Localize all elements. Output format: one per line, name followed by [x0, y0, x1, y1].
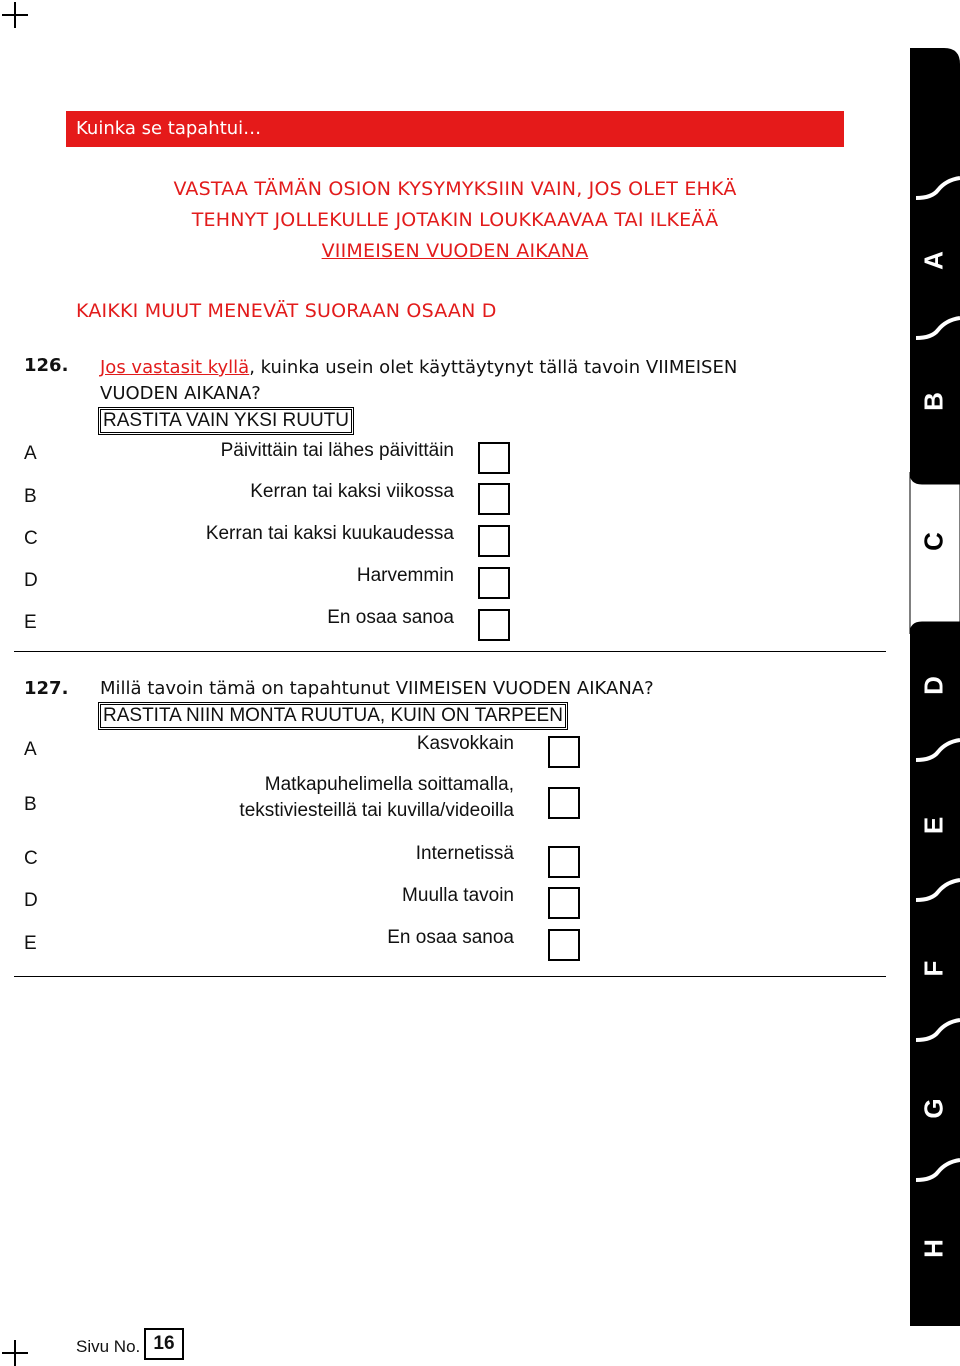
q126-letter-d: D	[24, 570, 38, 591]
crop-mark-top-left	[2, 2, 28, 28]
q127-option-e-label: En osaa sanoa	[387, 927, 514, 948]
q126-option-b-label: Kerran tai kaksi viikossa	[250, 481, 454, 502]
q126-letter-b: B	[24, 486, 37, 507]
tab-h[interactable]: H	[918, 1239, 949, 1258]
q126-option-d-checkbox[interactable]	[478, 567, 510, 599]
q127-option-d-label: Muulla tavoin	[402, 885, 514, 906]
q126-letter-a: A	[24, 443, 37, 464]
q126-option-b-checkbox[interactable]	[478, 483, 510, 515]
tab-g[interactable]: G	[918, 1098, 949, 1119]
q126-option-c-label: Kerran tai kaksi kuukaudessa	[205, 523, 454, 544]
notice-line-2: TEHNYT JOLLEKULLE JOTAKIN LOUKKAAVAA TAI ILKEÄÄ	[191, 209, 719, 231]
section-tabs	[908, 48, 960, 1326]
divider	[14, 651, 886, 652]
page-label: Sivu No.	[76, 1337, 141, 1356]
q127-option-b-checkbox[interactable]	[548, 787, 580, 819]
question-127-number: 127.	[24, 678, 69, 699]
notice-line-3: VIIMEISEN VUODEN AIKANA	[321, 240, 589, 262]
q127-option-b-label-1: Matkapuhelimella soittamalla,	[264, 774, 514, 795]
q126-letter-e: E	[24, 612, 37, 633]
q127-option-b-label-2: tekstiviesteillä tai kuvilla/videoilla	[239, 800, 514, 821]
q127-option-e-checkbox[interactable]	[548, 929, 580, 961]
divider	[14, 976, 886, 977]
q126-option-d-label: Harvemmin	[356, 565, 454, 586]
q127-letter-d: D	[24, 890, 38, 911]
question-126-instruction: RASTITA VAIN YKSI RUUTU	[100, 409, 352, 433]
q126-letter-c: C	[24, 528, 38, 549]
question-126-lead: Jos vastasit kyllä	[100, 357, 250, 378]
q127-letter-c: C	[24, 848, 38, 869]
tab-e[interactable]: E	[918, 816, 949, 835]
q127-option-d-checkbox[interactable]	[548, 887, 580, 919]
tab-d[interactable]: D	[918, 676, 949, 695]
crop-mark-bottom-left	[2, 1340, 28, 1366]
q126-option-a-label: Päivittäin tai lähes päivittäin	[220, 440, 454, 461]
q126-option-e-checkbox[interactable]	[478, 609, 510, 641]
notice-line-1: VASTAA TÄMÄN OSION KYSYMYKSIIN VAIN, JOS OLET EHKÄ	[173, 178, 737, 200]
tab-a[interactable]: A	[918, 251, 949, 270]
question-126-text-2: VUODEN AIKANA?	[100, 383, 261, 404]
question-126-number: 126.	[24, 355, 69, 376]
q126-option-e-label: En osaa sanoa	[327, 607, 454, 628]
q127-option-c-checkbox[interactable]	[548, 846, 580, 878]
tab-c[interactable]: C	[918, 532, 949, 551]
q126-option-a-checkbox[interactable]	[478, 442, 510, 474]
q127-letter-e: E	[24, 933, 37, 954]
section-banner: Kuinka se tapahtui…	[66, 111, 844, 147]
q126-option-c-checkbox[interactable]	[478, 525, 510, 557]
page-number: 16	[144, 1328, 184, 1360]
tab-b[interactable]: B	[918, 392, 949, 411]
question-126-text	[100, 355, 860, 381]
question-127-text: Millä tavoin tämä on tapahtunut VIIMEISEN VUODEN AIKANA?	[100, 678, 654, 699]
q127-letter-b: B	[24, 794, 37, 815]
q127-letter-a: A	[24, 739, 37, 760]
q127-option-a-label: Kasvokkain	[416, 733, 514, 754]
question-126-rest-1: , kuinka usein olet käyttäytynyt tällä tavoin VIIMEISEN	[249, 357, 738, 378]
q127-option-a-checkbox[interactable]	[548, 736, 580, 768]
q127-option-c-label: Internetissä	[415, 843, 514, 864]
skip-instruction: KAIKKI MUUT MENEVÄT SUORAAN OSAAN D	[76, 300, 497, 322]
tab-f[interactable]: F	[918, 960, 949, 977]
question-127-instruction: RASTITA NIIN MONTA RUUTUA, KUIN ON TARPEEN	[100, 704, 566, 728]
